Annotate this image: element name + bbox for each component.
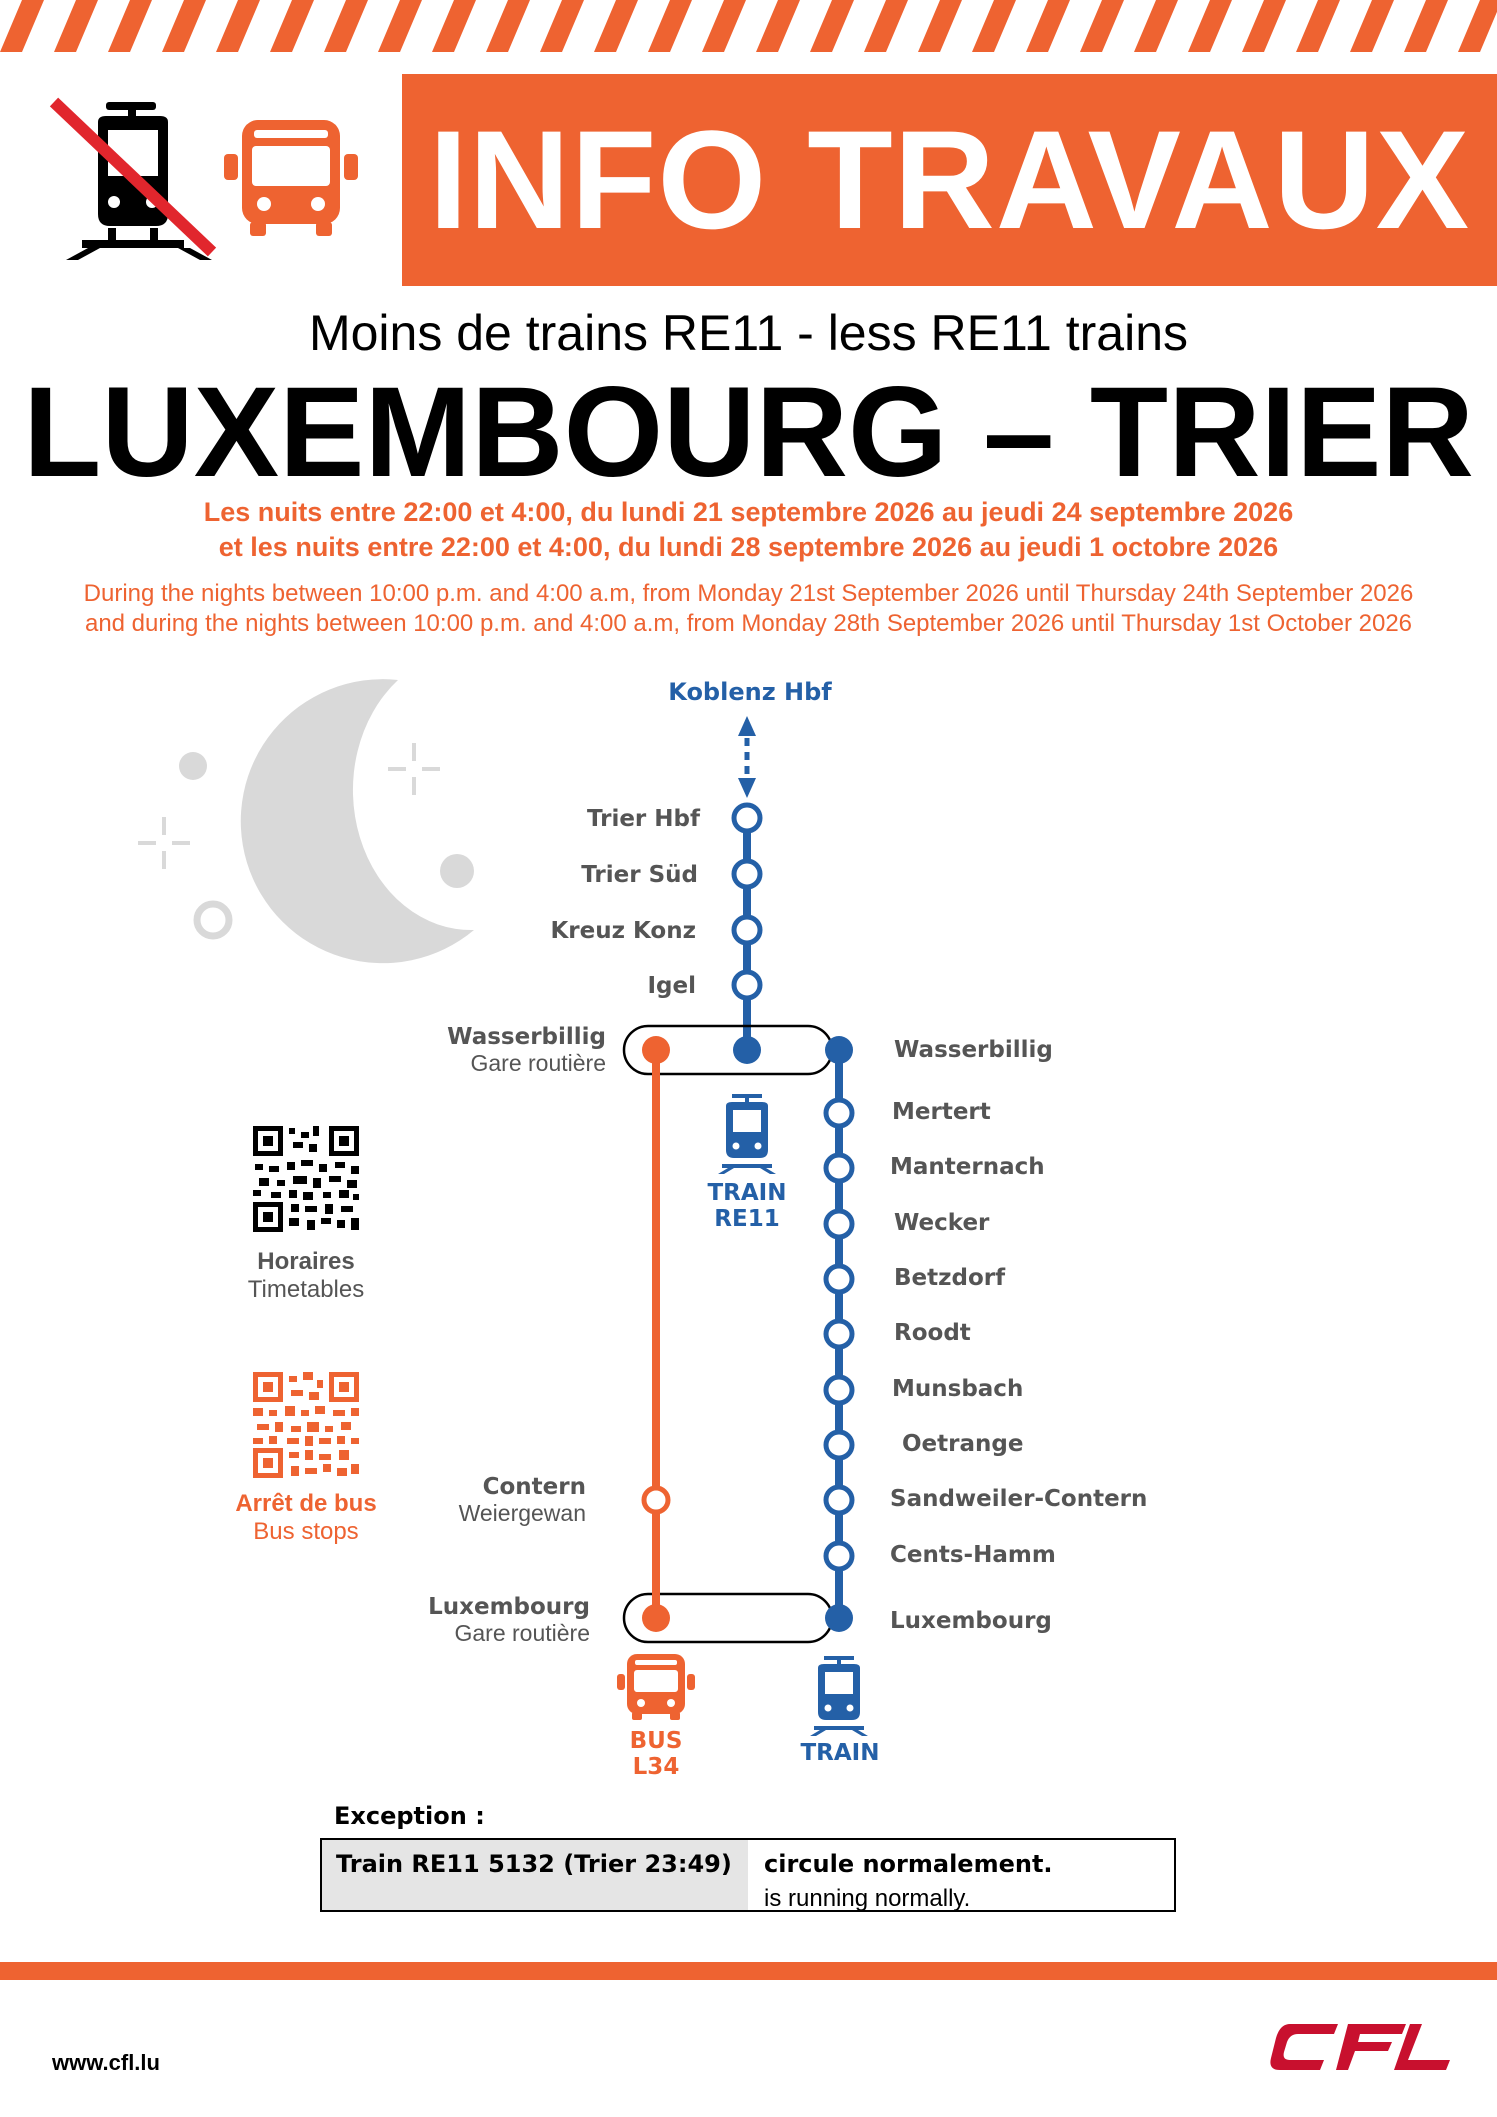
station-oetrange: Oetrange — [902, 1431, 1024, 1457]
station-trier-hbf: Trier Hbf — [586, 806, 700, 832]
stop-igel — [734, 972, 760, 998]
dates-fr-line-1: Les nuits entre 22:00 et 4:00, du lundi 21 septembre 2026 au jeudi 24 septembre 2026 — [203, 497, 1294, 527]
stop-trier-hbf — [734, 805, 760, 831]
station-mertert: Mertert — [892, 1099, 991, 1125]
bus-stops-qr-label — [206, 1490, 406, 1545]
footer-url[interactable]: www.cfl.lu — [52, 2050, 160, 2075]
station-sandweiler-contern: Sandweiler-Contern — [890, 1486, 1148, 1512]
station-kreuz-konz: Kreuz Konz — [550, 918, 696, 944]
station-roodt: Roodt — [894, 1320, 971, 1346]
bus-stop-sub: Gare routière — [454, 1620, 590, 1646]
train-re11-label — [690, 1180, 804, 1233]
bus-l34-label-line2: L34 — [632, 1754, 680, 1781]
exception-status-fr: circule normalement. — [764, 1850, 1053, 1878]
stop-kreuz-konz — [734, 917, 760, 943]
bus-stops-label: Arrêt de bus — [235, 1490, 377, 1517]
train-icon — [810, 1656, 868, 1736]
bus-stop-luxembourg — [334, 1594, 590, 1647]
station-trier-sud: Trier Süd — [581, 862, 698, 888]
page-title: LUXEMBOURG – TRIER — [23, 361, 1474, 504]
station-igel: Igel — [647, 973, 696, 999]
timetables-label: Horaires — [257, 1248, 355, 1275]
bus-l34-label-line1: BUS — [629, 1728, 683, 1754]
dates-en-line-1: During the nights between 10:00 p.m. and 4:00 a.m, from Monday 21st September 2026 until Thursday 24th September 2026 — [83, 580, 1414, 607]
dates-fr-line-2: et les nuits entre 22:00 et 4:00, du lundi 28 septembre 2026 au jeudi 1 octobre 2026 — [218, 532, 1279, 562]
timetables-qr-code[interactable] — [253, 1126, 359, 1232]
destination-koblenz: Koblenz Hbf — [668, 678, 832, 706]
footer-bar — [0, 1962, 1497, 1980]
subtitle: Moins de trains RE11 - less RE11 trains — [308, 305, 1189, 361]
train-re11-label-line2: RE11 — [714, 1206, 780, 1233]
exception-status — [748, 1840, 1174, 1910]
koblenz-arrow — [738, 716, 756, 798]
station-betzdorf: Betzdorf — [894, 1265, 1006, 1291]
stop-trier-sud — [734, 861, 760, 887]
station-cents-hamm: Cents-Hamm — [890, 1542, 1056, 1568]
timetables-qr-label — [206, 1248, 406, 1303]
train-re11-icon — [718, 1094, 776, 1174]
bus-l34-label — [610, 1728, 702, 1781]
bus-stop-name: Luxembourg — [428, 1594, 590, 1620]
bus-stop-sub: Weiergewan — [458, 1500, 586, 1526]
station-manternach: Manternach — [890, 1154, 1045, 1180]
exception-train: Train RE11 5132 (Trier 23:49) — [322, 1840, 748, 1910]
bus-stop-sub: Gare routière — [470, 1050, 606, 1076]
exception-table — [320, 1838, 1176, 1912]
banner-title: INFO TRAVAUX — [428, 101, 1471, 258]
station-luxembourg: Luxembourg — [890, 1608, 1052, 1634]
dates-en-line-2: and during the nights between 10:00 p.m. and 4:00 a.m, from Monday 28th September 2026 until Thursday 1st October 2026 — [84, 610, 1413, 637]
exception-status-en: is running normally. — [764, 1884, 971, 1912]
train-re11-label-line1: TRAIN — [707, 1180, 787, 1206]
bus-l34-icon — [617, 1654, 695, 1720]
station-wasserbillig: Wasserbillig — [894, 1037, 1053, 1063]
station-wecker: Wecker — [894, 1210, 990, 1236]
timetables-sub: Timetables — [247, 1275, 365, 1303]
bus-stops-qr-code[interactable] — [253, 1372, 359, 1478]
station-munsbach: Munsbach — [892, 1376, 1024, 1402]
bus-stop-wasserbillig — [350, 1024, 606, 1077]
train-label: TRAIN — [800, 1740, 880, 1766]
bus-stop-name: Contern — [482, 1474, 586, 1500]
bus-stop-name: Wasserbillig — [447, 1024, 606, 1050]
bus-stops-sub: Bus stops — [253, 1517, 359, 1545]
cfl-logo — [1268, 2018, 1453, 2074]
exception-title: Exception : — [334, 1802, 485, 1830]
